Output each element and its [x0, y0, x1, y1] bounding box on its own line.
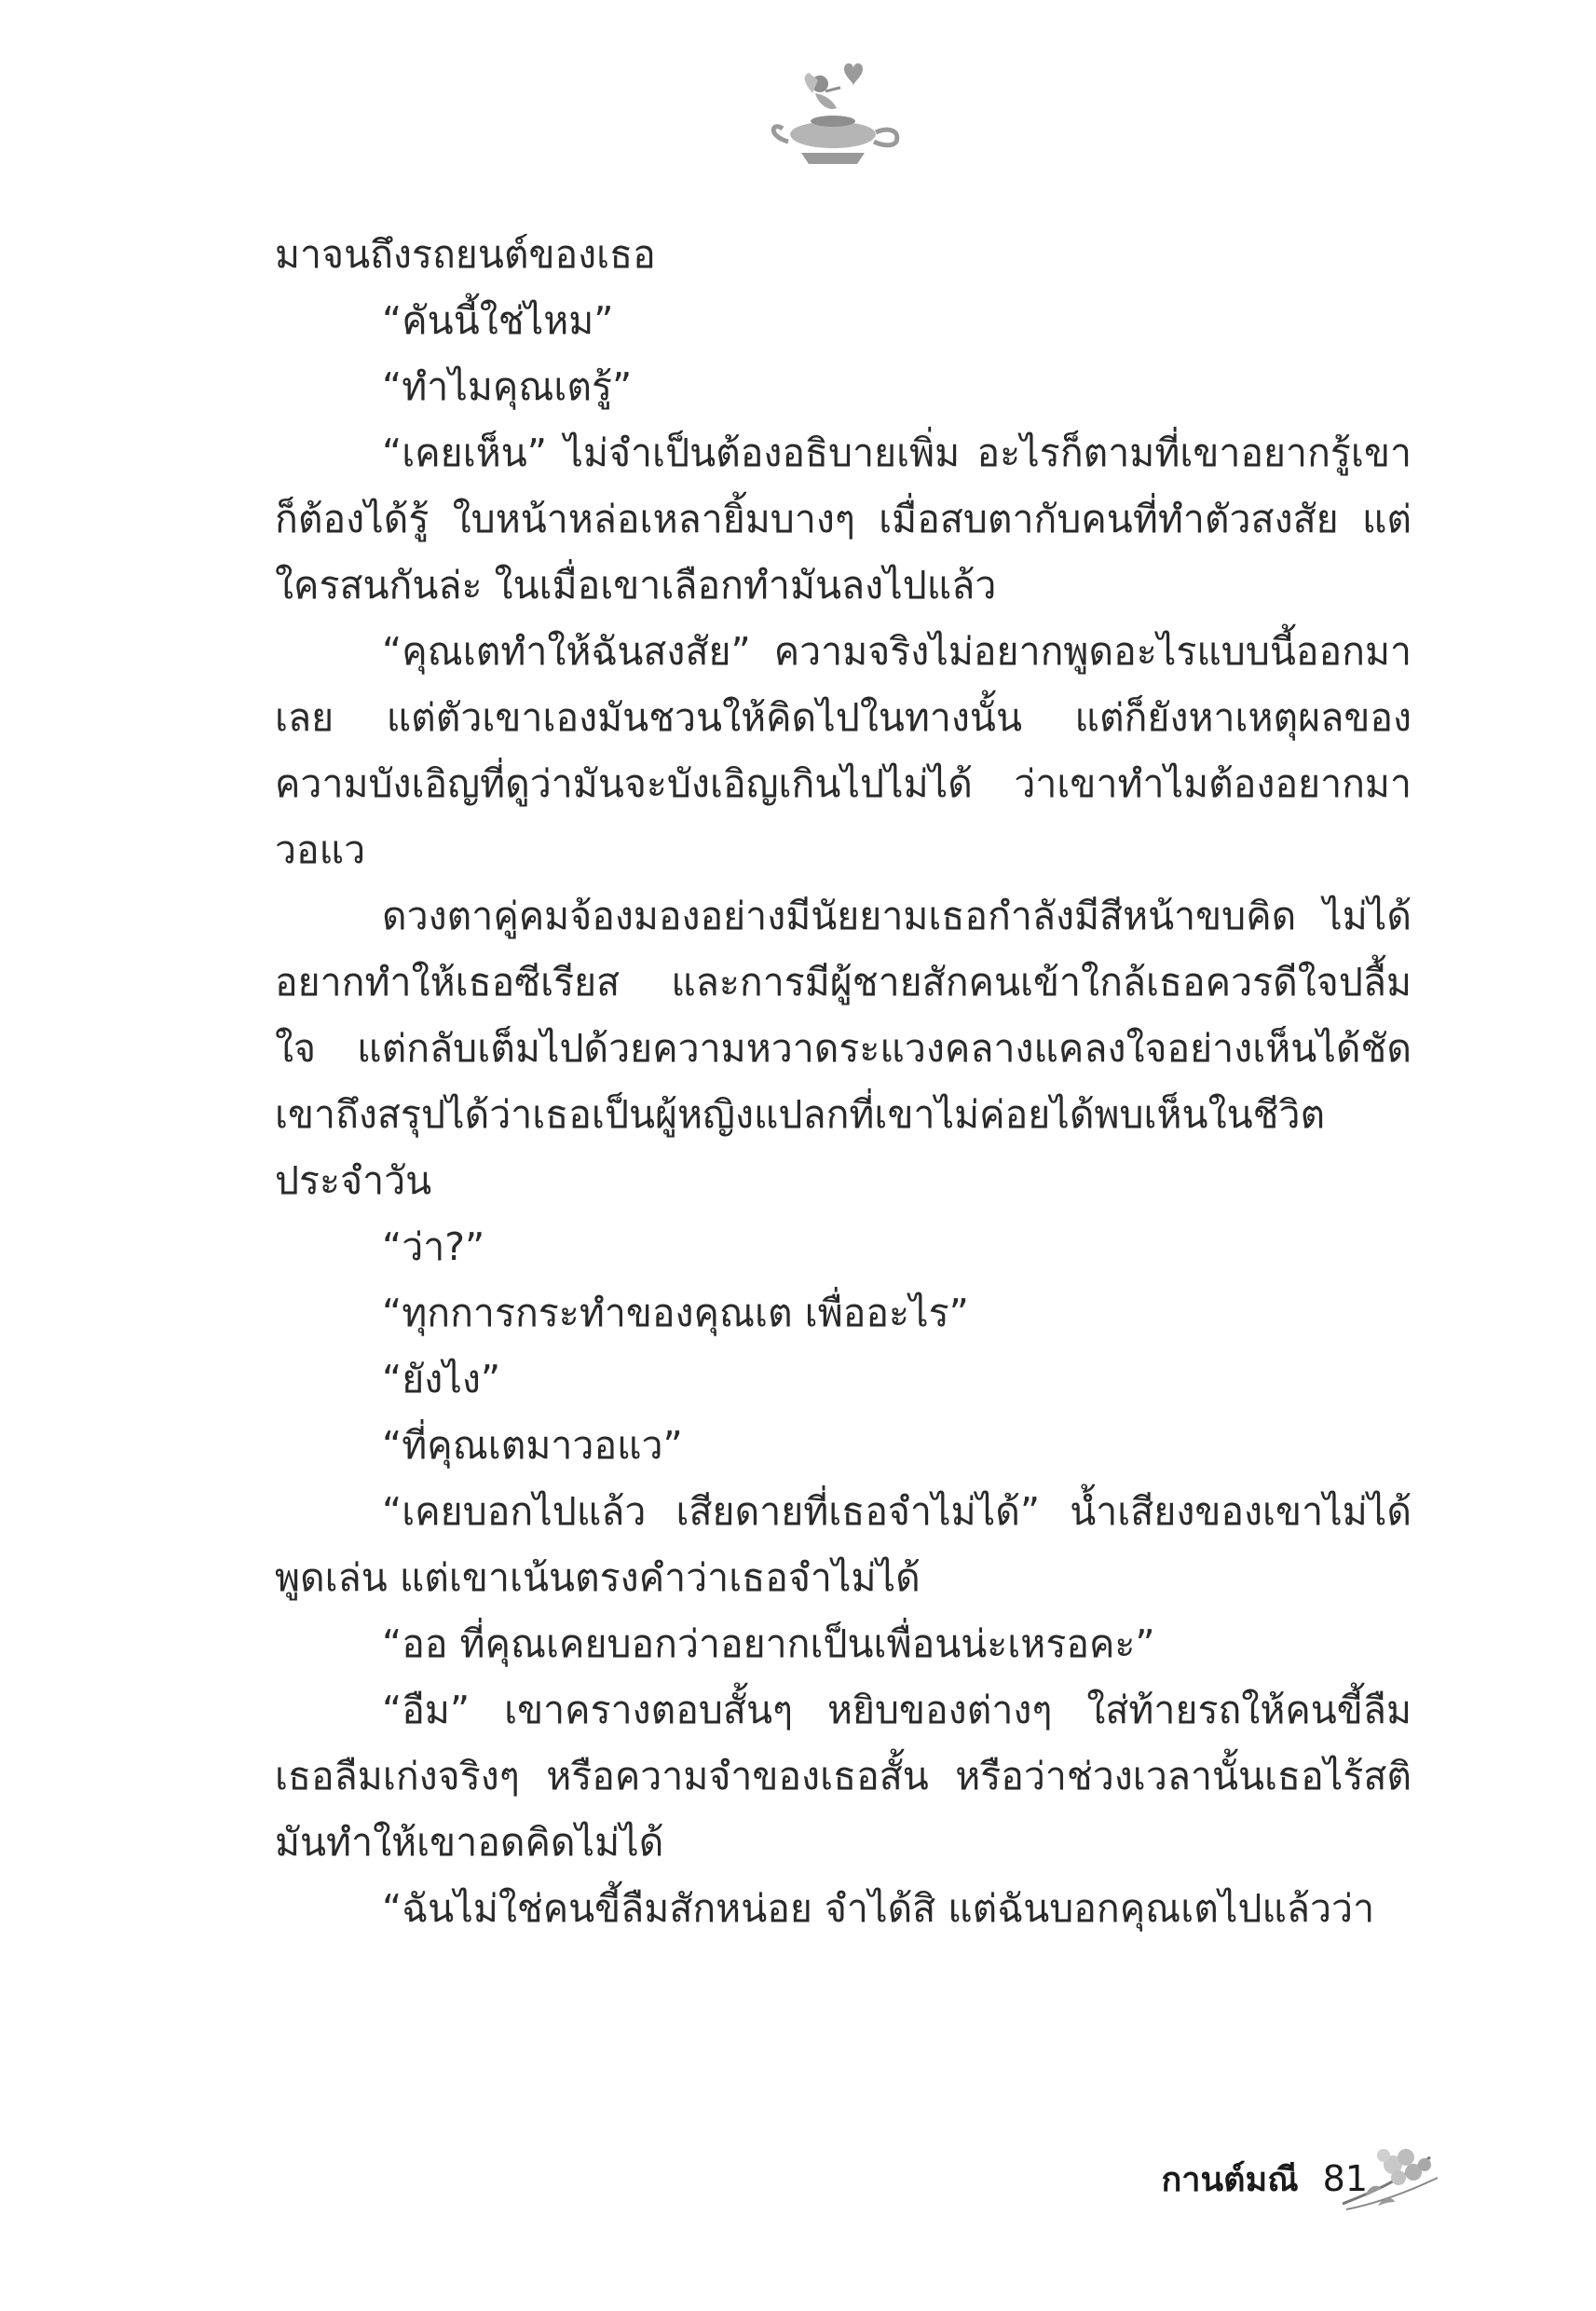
paragraph: มาจนถึงรถยนต์ของเธอ — [275, 232, 656, 277]
dialogue-line: “ที่คุณเตมาวอแว” — [382, 1423, 683, 1468]
dialogue-line: “คันนี้ใช่ไหม” — [382, 298, 614, 343]
dialogue-line: “ทำไมคุณเตรู้” — [382, 364, 633, 409]
dialogue-line: “ออ ที่คุณเคยบอกว่าอยากเป็นเพื่อนน่ะเหรอคะ” — [382, 1621, 1155, 1666]
paragraph: “อืม” เขาครางตอบสั้นๆ หยิบของต่างๆ ใส่ท้ายรถให้คนขี้ลืม เธอลืมเก่งจริงๆ หรือความจำของเธอสั้น หรือว่าช่วงเวลานั้นเธอไร้สติ มันทำให้เขาอดคิดไม่ได้ — [275, 1688, 1412, 1865]
page-number: 81 — [1322, 2158, 1368, 2199]
paragraph: ดวงตาคู่คมจ้องมองอย่างมีนัยยามเธอกำลังมีสีหน้าขบคิด ไม่ได้อยากทำให้เธอซีเรียส และการมีผู้ชายสักคนเข้าใกล้เธอควรดีใจปลื้มใจ แต่กลับเต็มไปด้วยความหวาดระแวงคลางแคลงใจอย่างเห็นได้ชัด เขาถึงสรุปได้ว่าเธอเป็นผู้หญิงแปลกที่เขาไม่ค่อยได้พบเห็นในชีวิตประจำวัน — [275, 894, 1412, 1203]
teapot-ornament-icon — [764, 56, 904, 177]
paragraph: “เคยบอกไปแล้ว เสียดายที่เธอจำไม่ได้” น้ำเสียงของเขาไม่ได้พูดเล่น แต่เขาเน้นตรงคำว่าเธอจำไม่ได้ — [275, 1489, 1412, 1600]
dialogue-line: “ว่า?” — [382, 1224, 485, 1269]
flower-ornament-icon — [1337, 2129, 1444, 2218]
paragraph: “ฉันไม่ใช่คนขี้ลืมสักหน่อย จำได้สิ แต่ฉันบอกคุณเตไปแล้วว่า — [382, 1886, 1375, 1931]
paragraph: “เคยเห็น” ไม่จำเป็นต้องอธิบายเพิ่ม อะไรก็ตามที่เขาอยากรู้เขาก็ต้องได้รู้ ใบหน้าหล่อเหลายิ้มบางๆ เมื่อสบตากับคนที่ทำตัวสงสัย แต่ใครสนกันล่ะ ในเมื่อเขาเลือกทำมันลงไปแล้ว — [275, 431, 1412, 608]
paragraph: “คุณเตทำให้ฉันสงสัย” ความจริงไม่อยากพูดอะไรแบบนี้ออกมาเลย แต่ตัวเขาเองมันชวนให้คิดไปในทางนั้น แต่ก็ยังหาเหตุผลของความบังเอิญที่ดูว่ามันจะบังเอิญเกินไปไม่ได้ ว่าเขาทำไมต้องอยากมาวอแว — [275, 629, 1412, 872]
dialogue-line: “ทุกการกระทำของคุณเต เพื่ออะไร” — [382, 1291, 969, 1335]
story-text-body — [275, 222, 1412, 1942]
book-title: กานต์มณี — [1161, 2160, 1299, 2199]
dialogue-line: “ยังไง” — [382, 1357, 501, 1402]
